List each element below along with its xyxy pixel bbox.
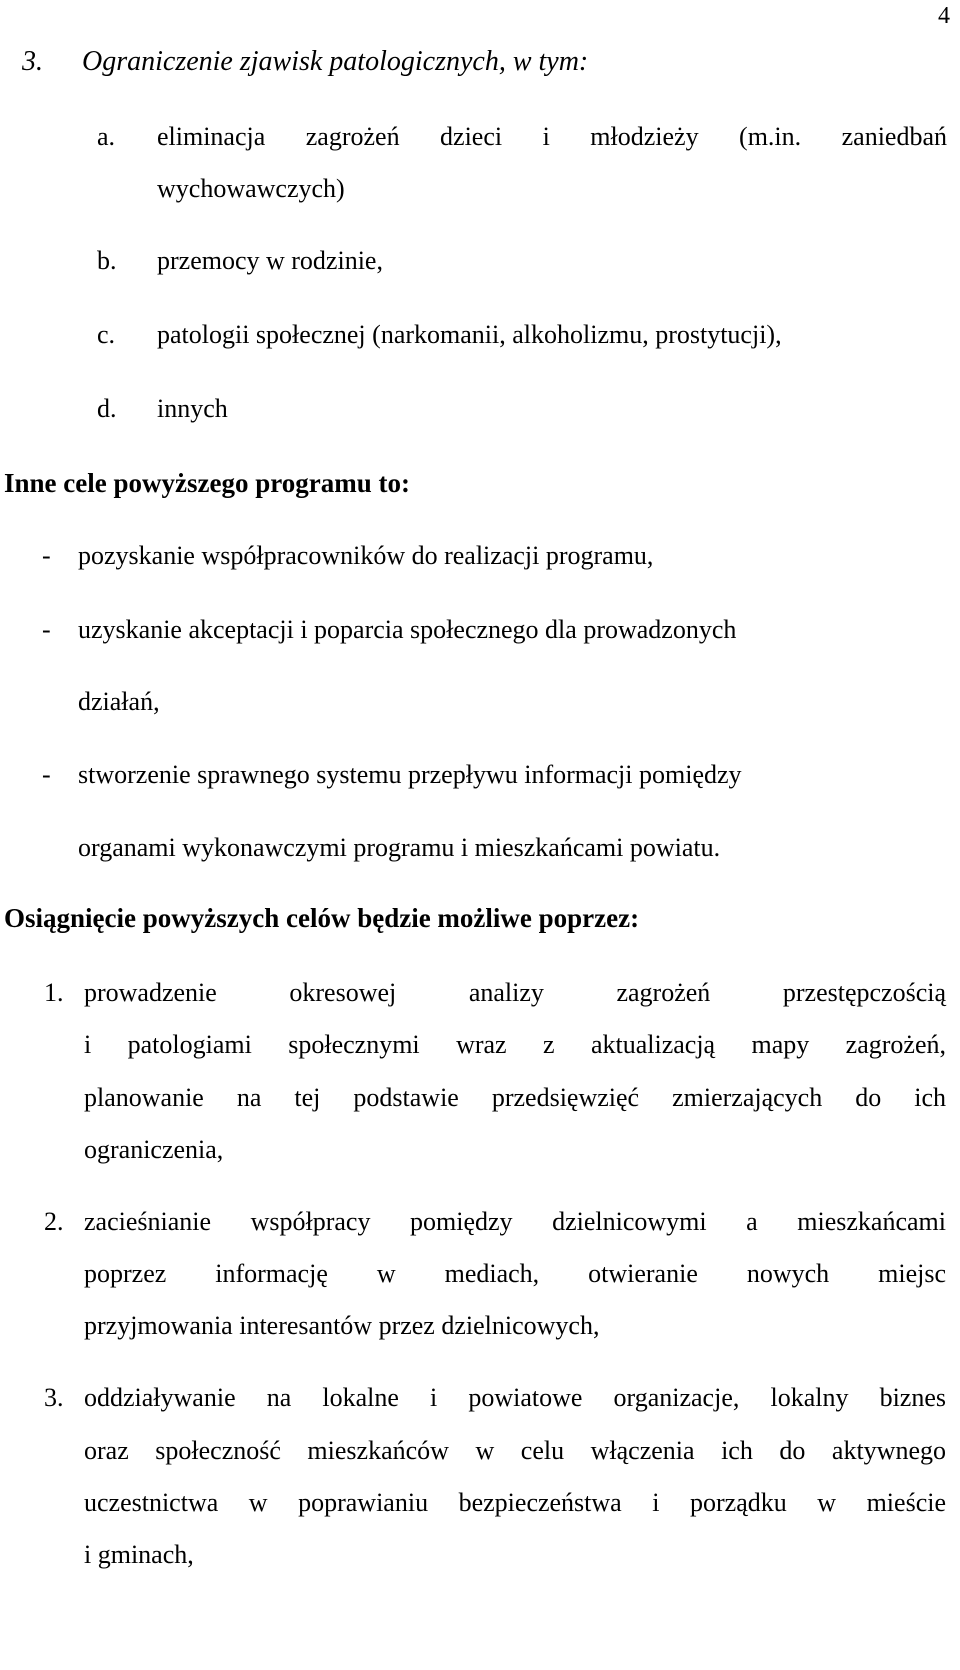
list-item-line: planowanie na tej podstawie przedsięwzięć zmierzających do ich [84, 1083, 946, 1112]
list-marker: a. [97, 122, 116, 151]
list-item-line: eliminacja zagrożeń dzieci i młodzieży (m.in. zaniedbań [157, 122, 947, 151]
list-item-line: zacieśnianie współpracy pomiędzy dzielnicowymi a mieszkańcami [84, 1207, 946, 1236]
list-item-line: uczestnictwa w poprawianiu bezpieczeństwa i porządku w mieście [84, 1488, 946, 1517]
list-item-line: wychowawczych) [157, 174, 345, 203]
list-item-line: działań, [78, 687, 160, 716]
section-title: Ograniczenie zjawisk patologicznych, w tym: [82, 46, 589, 77]
list-item-line: oddziaływanie na lokalne i powiatowe organizacje, lokalny biznes [84, 1383, 946, 1412]
dash-marker: - [42, 615, 51, 644]
list-marker: b. [97, 246, 117, 275]
list-item-line: ograniczenia, [84, 1135, 224, 1164]
subheading-achievement: Osiągnięcie powyższych celów będzie możliwe poprzez: [4, 903, 640, 933]
page-number: 4 [938, 3, 950, 29]
list-marker: c. [97, 320, 116, 349]
list-item-line: innych [157, 394, 228, 423]
list-marker: 3. [44, 1383, 64, 1412]
list-item-line: stworzenie sprawnego systemu przepływu informacji pomiędzy [78, 760, 742, 789]
list-item-line: i gminach, [84, 1540, 194, 1569]
list-item-line: pozyskanie współpracowników do realizacji programu, [78, 541, 654, 570]
list-item-line: organami wykonawczymi programu i mieszkańcami powiatu. [78, 833, 721, 862]
list-item-line: i patologiami społecznymi wraz z aktualizacją mapy zagrożeń, [84, 1030, 946, 1059]
list-item-line: prowadzenie okresowej analizy zagrożeń przestępczością [84, 978, 946, 1007]
list-item-line: uzyskanie akceptacji i poparcia społecznego dla prowadzonych [78, 615, 737, 644]
dash-marker: - [42, 541, 51, 570]
list-item-line: przyjmowania interesantów przez dzielnicowych, [84, 1311, 600, 1340]
list-item-line: patologii społecznej (narkomanii, alkoholizmu, prostytucji), [157, 320, 782, 349]
list-marker: 1. [44, 978, 64, 1007]
list-marker: d. [97, 394, 117, 423]
list-item-line: poprzez informację w mediach, otwieranie nowych miejsc [84, 1259, 946, 1288]
list-item-line: przemocy w rodzinie, [157, 246, 383, 275]
subheading-other-goals: Inne cele powyższego programu to: [4, 468, 410, 498]
list-marker: 2. [44, 1207, 64, 1236]
list-item-line: oraz społeczność mieszkańców w celu włączenia ich do aktywnego [84, 1436, 946, 1465]
dash-marker: - [42, 760, 51, 789]
section-number: 3. [22, 46, 43, 77]
